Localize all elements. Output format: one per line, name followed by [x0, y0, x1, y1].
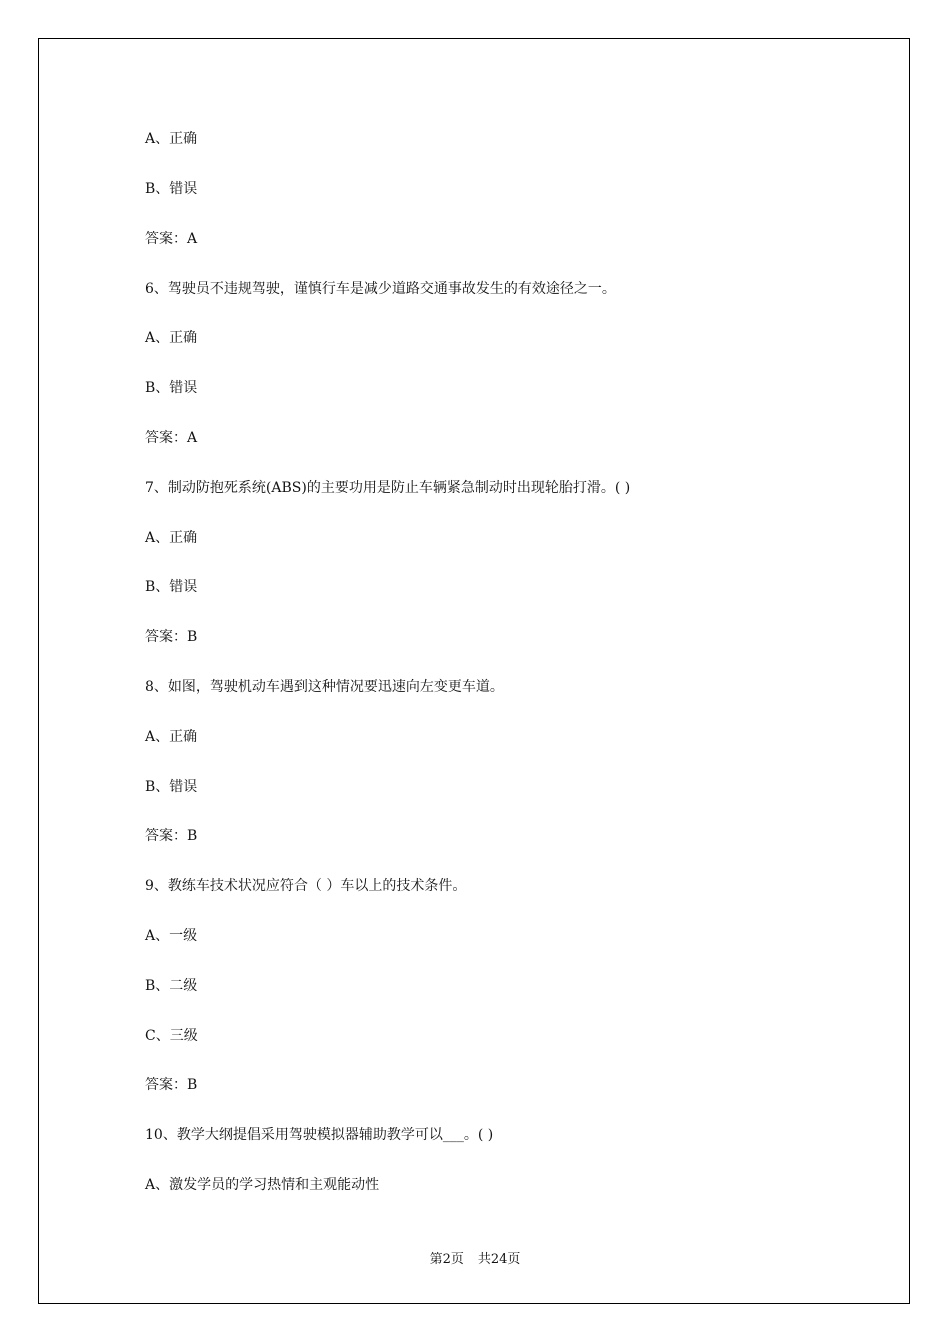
option-a-line: A、正确	[145, 330, 198, 346]
answer-line: 答案：B	[145, 1077, 198, 1093]
answer-line: 答案：B	[145, 828, 198, 844]
option-c-line: C、三级	[145, 1028, 198, 1044]
question-6: 6、驾驶员不违规驾驶，谨慎行车是减少道路交通事故发生的有效途径之一。	[145, 281, 616, 297]
page-border	[38, 38, 910, 1304]
answer-line: 答案：A	[145, 430, 198, 446]
option-b-line: B、错误	[145, 579, 198, 595]
question-9: 9、教练车技术状况应符合（ ）车以上的技术条件。	[145, 878, 467, 894]
page-total: 共24页	[477, 1252, 521, 1267]
option-b-line: B、错误	[145, 380, 198, 396]
option-b-line: B、错误	[145, 779, 198, 795]
option-a-line: A、正确	[145, 729, 198, 745]
option-a-line: A、正确	[145, 530, 198, 546]
question-8: 8、如图，驾驶机动车遇到这种情况要迅速向左变更车道。	[145, 679, 504, 695]
question-10: 10、教学大纲提倡采用驾驶模拟器辅助教学可以___。( )	[145, 1127, 494, 1143]
option-a-line: A、一级	[145, 928, 198, 944]
question-7: 7、制动防抱死系统(ABS)的主要功用是防止车辆紧急制动时出现轮胎打滑。( )	[145, 480, 631, 496]
option-a-line: A、激发学员的学习热情和主观能动性	[145, 1177, 380, 1193]
option-b-line: B、错误	[145, 181, 198, 197]
page-footer	[0, 1248, 950, 1267]
answer-line: 答案：B	[145, 629, 198, 645]
page-number: 第2页	[429, 1252, 464, 1267]
answer-line: 答案：A	[145, 231, 198, 247]
option-b-line: B、二级	[145, 978, 198, 994]
option-a-line: A、正确	[145, 131, 198, 147]
